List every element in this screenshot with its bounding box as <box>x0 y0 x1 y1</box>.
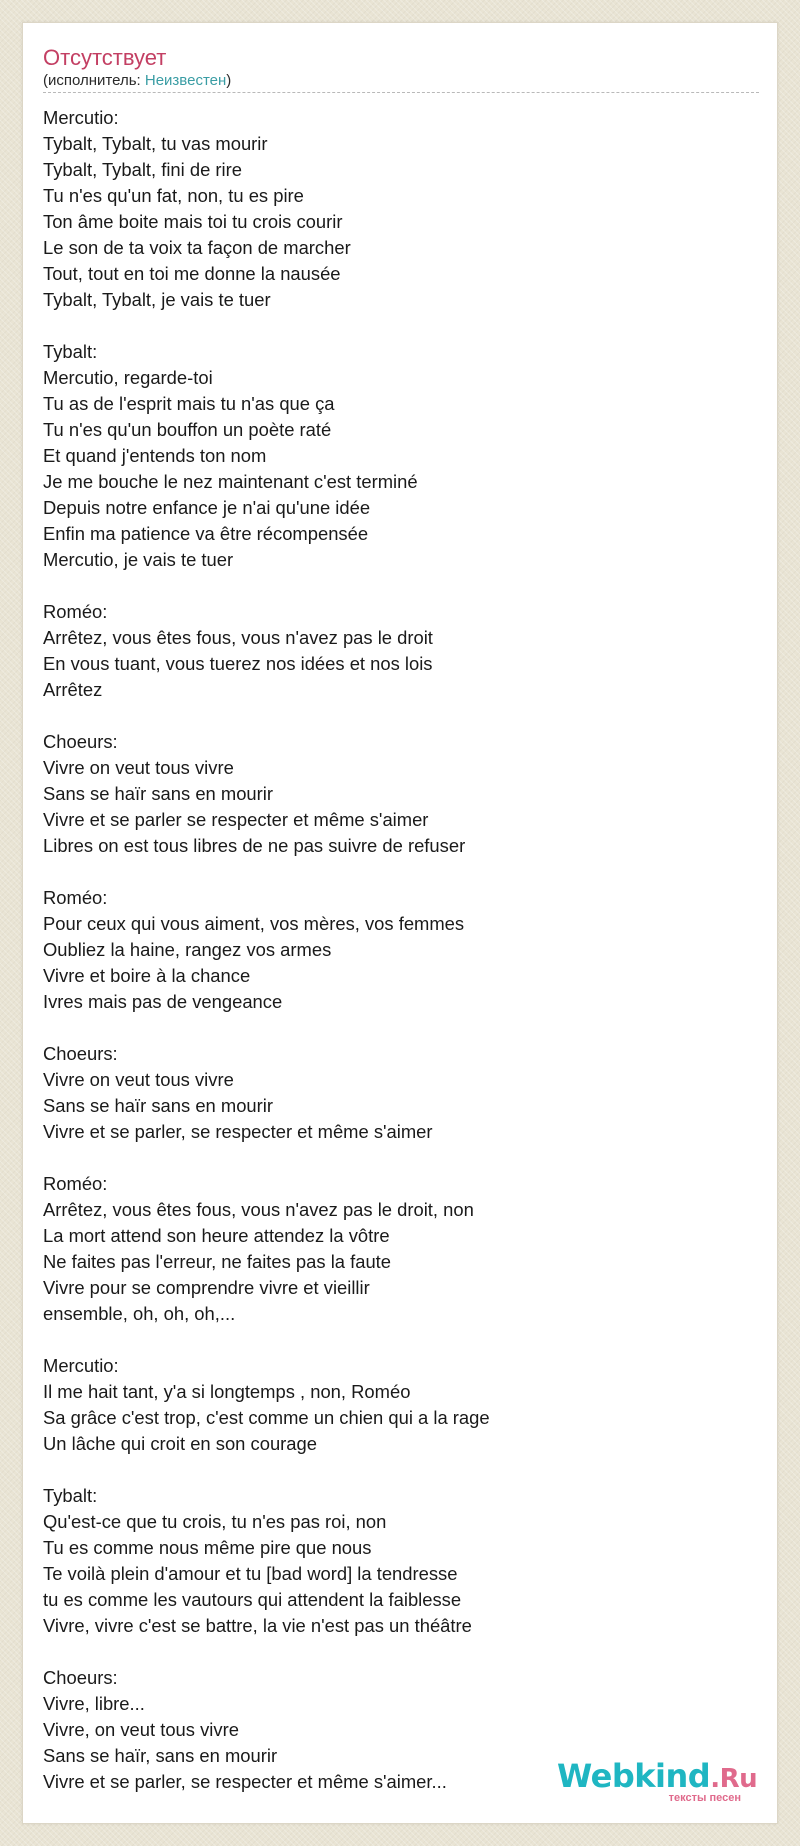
lyrics-line: Roméo: <box>43 887 108 908</box>
lyrics-blank-line <box>43 573 759 599</box>
lyrics-line: Choeurs: <box>43 731 118 752</box>
lyrics-line: Tybalt, Tybalt, tu vas mourir <box>43 133 268 154</box>
lyrics-line: Oubliez la haine, rangez vos armes <box>43 939 332 960</box>
lyrics-line: Tu es comme nous même pire que nous <box>43 1537 372 1558</box>
lyrics-line: Vivre, on veut tous vivre <box>43 1719 239 1740</box>
lyrics-line: Sa grâce c'est trop, c'est comme un chien qui a la rage <box>43 1407 490 1428</box>
lyrics-line: Sans se haïr, sans en mourir <box>43 1745 278 1766</box>
artist-link[interactable]: Неизвестен <box>144 72 227 89</box>
logo-subtitle: тексты песен <box>668 1792 741 1804</box>
lyrics-line: Arrêtez, vous êtes fous, vous n'avez pas le droit <box>43 627 433 648</box>
lyrics-line: Choeurs: <box>43 1043 118 1064</box>
lyrics-card <box>22 22 778 1824</box>
lyrics-line: Mercutio: <box>43 107 119 128</box>
lyrics-blank-line <box>43 1145 759 1171</box>
lyrics-line: Roméo: <box>43 601 108 622</box>
lyrics-line: Tybalt: <box>43 341 98 362</box>
lyrics-line: Ne faites pas l'erreur, ne faites pas la faute <box>43 1251 392 1272</box>
lyrics-line: Choeurs: <box>43 1667 118 1688</box>
song-header <box>43 44 759 93</box>
lyrics-blank-line <box>43 1639 759 1665</box>
lyrics-line: tu es comme les vautours qui attendent la faiblesse <box>43 1589 462 1610</box>
lyrics-line: Il me hait tant, y'a si longtemps , non, Roméo <box>43 1381 411 1402</box>
logo-tld-text: .Ru <box>710 1764 758 1794</box>
lyrics-line: Vivre, vivre c'est se battre, la vie n'est pas un théâtre <box>43 1615 472 1636</box>
lyrics-line: Vivre, libre... <box>43 1693 145 1714</box>
lyrics-blank-line <box>43 1327 759 1353</box>
site-logo[interactable] <box>557 1757 758 1804</box>
lyrics-line: Le son de ta voix ta façon de marcher <box>43 237 351 258</box>
lyrics-line: Un lâche qui croit en son courage <box>43 1433 317 1454</box>
lyrics-line: Tu n'es qu'un bouffon un poète raté <box>43 419 332 440</box>
lyrics-blank-line <box>43 703 759 729</box>
lyrics-line: La mort attend son heure attendez la vôtre <box>43 1225 390 1246</box>
lyrics-line: Tu as de l'esprit mais tu n'as que ça <box>43 393 335 414</box>
artist-suffix: ) <box>226 72 232 89</box>
lyrics-line: Te voilà plein d'amour et tu [bad word] la tendresse <box>43 1563 458 1584</box>
logo-main-text: Webkind <box>557 1757 711 1795</box>
lyrics-line: Vivre et se parler, se respecter et même s'aimer <box>43 1121 433 1142</box>
lyrics-line: Sans se haïr sans en mourir <box>43 1095 273 1116</box>
lyrics-blank-line <box>43 859 759 885</box>
artist-line <box>43 72 759 90</box>
lyrics-line: Vivre et se parler, se respecter et même s'aimer... <box>43 1771 447 1792</box>
lyrics-body <box>43 105 759 1795</box>
lyrics-line: Enfin ma patience va être récompensée <box>43 523 369 544</box>
song-title: Отсутствует <box>43 45 167 70</box>
lyrics-line: Mercutio, je vais te tuer <box>43 549 234 570</box>
lyrics-line: Et quand j'entends ton nom <box>43 445 267 466</box>
lyrics-line: Ivres mais pas de vengeance <box>43 991 283 1012</box>
lyrics-line: Tout, tout en toi me donne la nausée <box>43 263 341 284</box>
lyrics-line: Qu'est-ce que tu crois, tu n'es pas roi, non <box>43 1511 387 1532</box>
lyrics-line: Vivre on veut tous vivre <box>43 757 234 778</box>
lyrics-line: Pour ceux qui vous aiment, vos mères, vos femmes <box>43 913 465 934</box>
lyrics-line: Libres on est tous libres de ne pas suivre de refuser <box>43 835 466 856</box>
lyrics-line: Vivre et boire à la chance <box>43 965 251 986</box>
lyrics-line: Sans se haïr sans en mourir <box>43 783 273 804</box>
lyrics-line: ensemble, oh, oh, oh,... <box>43 1303 236 1324</box>
lyrics-line: Vivre pour se comprendre vivre et vieillir <box>43 1277 370 1298</box>
lyrics-line: Je me bouche le nez maintenant c'est terminé <box>43 471 418 492</box>
lyrics-line: Depuis notre enfance je n'ai qu'une idée <box>43 497 371 518</box>
lyrics-line: Ton âme boite mais toi tu crois courir <box>43 211 343 232</box>
lyrics-line: Arrêtez <box>43 679 103 700</box>
logo-wordmark <box>557 1757 758 1796</box>
lyrics-line: Vivre et se parler se respecter et même s'aimer <box>43 809 429 830</box>
lyrics-blank-line <box>43 1015 759 1041</box>
lyrics-blank-line <box>43 1457 759 1483</box>
lyrics-line: Tu n'es qu'un fat, non, tu es pire <box>43 185 304 206</box>
lyrics-line: Arrêtez, vous êtes fous, vous n'avez pas le droit, non <box>43 1199 474 1220</box>
lyrics-line: Roméo: <box>43 1173 108 1194</box>
lyrics-line: Tybalt: <box>43 1485 98 1506</box>
lyrics-line: Vivre on veut tous vivre <box>43 1069 234 1090</box>
lyrics-line: Mercutio: <box>43 1355 119 1376</box>
lyrics-blank-line <box>43 313 759 339</box>
artist-prefix: (исполнитель: <box>43 72 145 89</box>
lyrics-line: En vous tuant, vous tuerez nos idées et nos lois <box>43 653 433 674</box>
lyrics-line: Mercutio, regarde-toi <box>43 367 213 388</box>
lyrics-line: Tybalt, Tybalt, je vais te tuer <box>43 289 271 310</box>
lyrics-line: Tybalt, Tybalt, fini de rire <box>43 159 242 180</box>
